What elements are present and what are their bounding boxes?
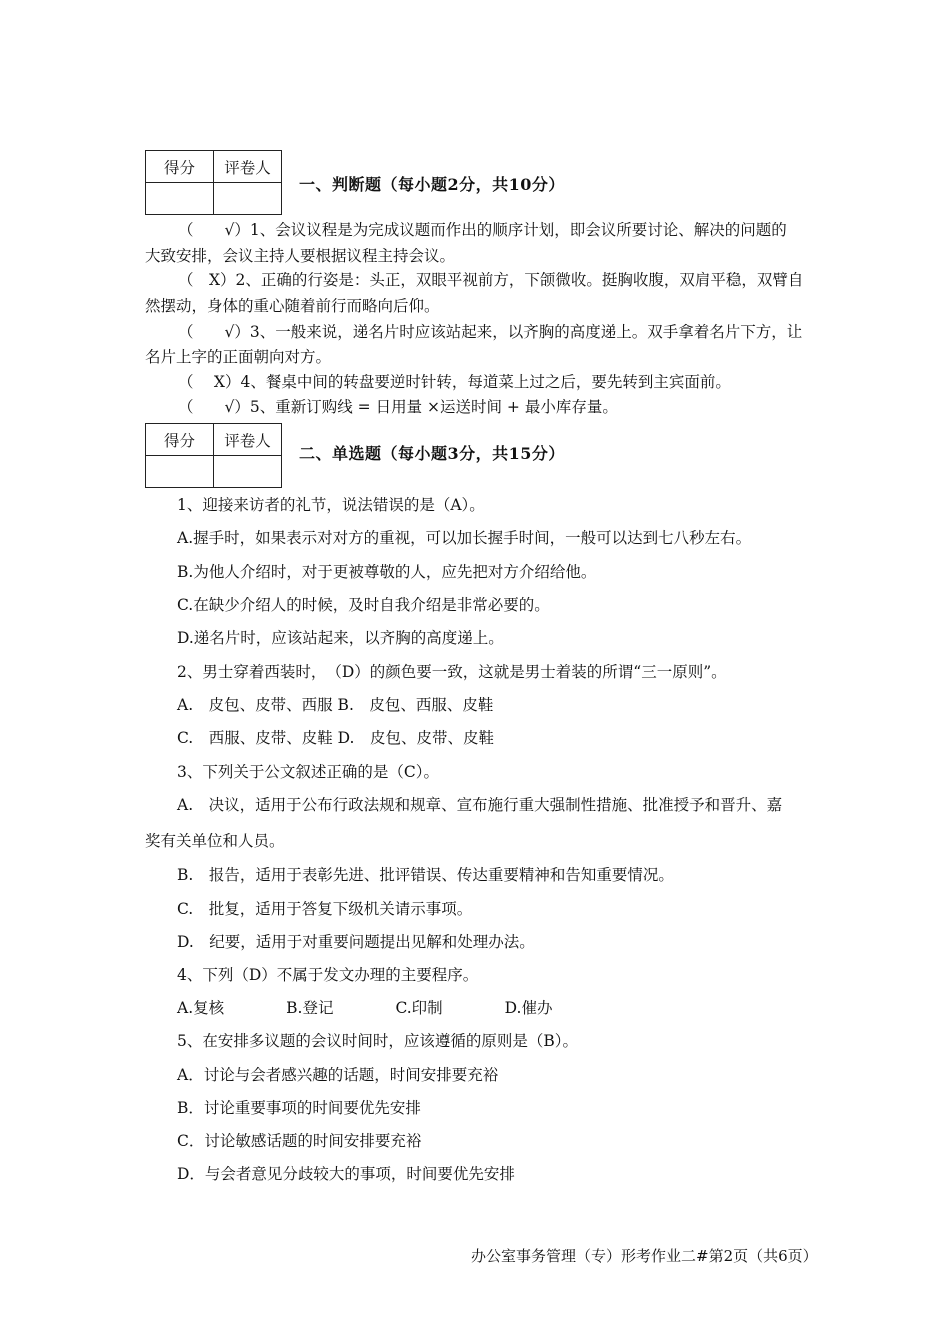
mc-line-10: A. 决议，适用于公布行政法规和规章、宣布施行重大强制性措施、批准授予和晋升、嘉 (177, 796, 783, 814)
mc-line-6: 2、男士穿着西装时， （D）的颜色要一致，这就是男士着装的所谓“三一原则”。 (177, 663, 727, 681)
section-1-title: 一、判断题（每小题2分，共10分） (299, 175, 565, 194)
grader-cell (214, 456, 282, 488)
mc-line-18: A．讨论与会者感兴趣的话题，时间安排要充裕 (177, 1066, 499, 1084)
mc-line-19: B．讨论重要事项的时间要优先安排 (177, 1099, 421, 1117)
mc-line-1: 1、迎接来访者的礼节，说法错误的是（A）。 (177, 496, 485, 514)
judge-line-2: 大致安排，会议主持人要根据议程主持会议。 (145, 247, 456, 265)
mc-line-2: A.握手时，如果表示对对方的重视，可以加长握手时间，一般可以达到七八秒左右。 (177, 529, 752, 547)
score-cell (146, 456, 214, 488)
mc-line-5: D.递名片时，应该站起来，以齐胸的高度递上。 (177, 629, 504, 647)
mc-line-16: A.复核 B.登记 C.印制 D.催办 (177, 999, 553, 1017)
mc-line-14: D. 纪要，适用于对重要问题提出见解和处理办法。 (177, 933, 535, 951)
mc-line-8: C. 西服、皮带、皮鞋 D. 皮包、皮带、皮鞋 (177, 729, 494, 747)
mc-line-21: D．与会者意见分歧较大的事项，时间要优先安排 (177, 1165, 515, 1183)
page-footer: 办公室事务管理（专）形考作业二#第2页（共6页） (471, 1247, 818, 1265)
judge-line-8: （ √）5、重新订购线 = 日用量 ×运送时间 + 最小库存量。 (178, 398, 618, 416)
mc-line-12: B. 报告，适用于表彰先进、批评错误、传达重要精神和告知重要情况。 (177, 866, 674, 884)
score-cell (146, 183, 214, 215)
score-table-2 (145, 423, 282, 488)
mc-line-9: 3、下列关于公文叙述正确的是（C）。 (177, 763, 439, 781)
judge-line-3: （ X）2、正确的行姿是：头正，双眼平视前方，下颌微收。挺胸收腹，双肩平稳，双臂自 (178, 271, 804, 289)
mc-line-4: C.在缺少介绍人的时候，及时自我介绍是非常必要的。 (177, 596, 550, 614)
judge-line-7: （ X）4、餐桌中间的转盘要逆时针转，每道菜上过之后，要先转到主宾面前。 (178, 373, 731, 391)
judge-line-4: 然摆动，身体的重心随着前行而略向后仰。 (145, 297, 440, 315)
grader-cell (214, 183, 282, 215)
mc-line-20: C．讨论敏感话题的时间安排要充裕 (177, 1132, 422, 1150)
mc-line-15: 4、下列（D）不属于发文办理的主要程序。 (177, 966, 479, 984)
mc-line-11: 奖有关单位和人员。 (145, 832, 285, 850)
judge-line-1: （ √）1、会议议程是为完成议题而作出的顺序计划，即会议所要讨论、解决的问题的 (178, 221, 787, 239)
score-header: 得分 (146, 151, 214, 183)
section-2-title: 二、单选题（每小题3分，共15分） (299, 444, 565, 463)
score-table-1 (145, 150, 282, 215)
mc-line-3: B.为他人介绍时，对于更被尊敬的人，应先把对方介绍给他。 (177, 563, 597, 581)
mc-line-17: 5、在安排多议题的会议时间时，应该遵循的原则是（B）。 (177, 1032, 579, 1050)
judge-line-6: 名片上字的正面朝向对方。 (145, 348, 332, 366)
mc-line-13: C. 批复，适用于答复下级机关请示事项。 (177, 900, 473, 918)
grader-header: 评卷人 (214, 424, 282, 456)
mc-line-7: A. 皮包、皮带、西服 B. 皮包、西服、皮鞋 (177, 696, 494, 714)
score-header: 得分 (146, 424, 214, 456)
grader-header: 评卷人 (214, 151, 282, 183)
judge-line-5: （ √）3、一般来说，递名片时应该站起来，以齐胸的高度递上。双手拿着名片下方，让 (178, 323, 803, 341)
